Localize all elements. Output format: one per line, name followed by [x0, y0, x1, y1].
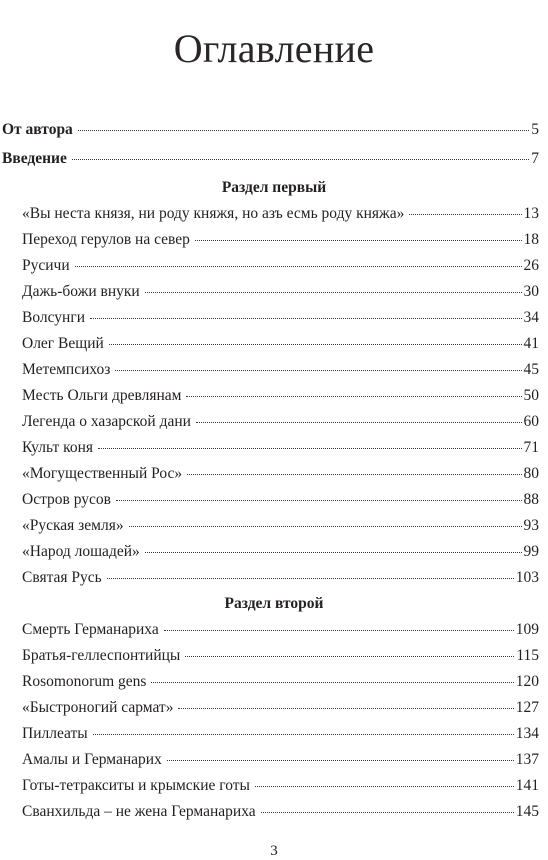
toc-entry-page: 30	[523, 283, 539, 300]
toc-entry-label: «Вы неста князя, ни роду княжя, но азъ есмь роду княжа»	[22, 205, 405, 222]
dot-leader	[409, 214, 521, 215]
toc-entry-label: Русичи	[22, 257, 70, 274]
dot-leader	[164, 630, 514, 631]
dot-leader	[185, 656, 514, 657]
toc-entry-label: «Руская земля»	[22, 517, 124, 534]
toc-entry[interactable]	[22, 620, 539, 640]
toc-entry[interactable]	[22, 464, 539, 484]
toc-entry[interactable]	[22, 568, 539, 588]
toc-entry[interactable]	[22, 438, 539, 458]
toc-entry-ot-avtora[interactable]	[2, 120, 539, 140]
dot-leader	[115, 370, 521, 371]
toc-entry-page: 50	[523, 387, 539, 404]
dot-leader	[261, 812, 514, 813]
toc-entry[interactable]	[22, 256, 539, 276]
toc-entry-page: 80	[523, 465, 539, 482]
toc-entry[interactable]	[22, 386, 539, 406]
dot-leader	[129, 526, 522, 527]
toc-entry-label: Сванхильда – не жена Германариха	[22, 803, 256, 820]
toc-entry-label: Метемпсихоз	[22, 361, 111, 378]
toc-entry-label: От автора	[2, 121, 73, 138]
toc-entry-page: 88	[523, 491, 539, 508]
toc-entry-page: 93	[523, 517, 539, 534]
toc-entry-label: Готы-тетракситы и крымские готы	[22, 777, 250, 794]
toc-entry-label: «Народ лошадей»	[22, 543, 140, 560]
toc-entry-page: 103	[515, 569, 539, 586]
toc-entry[interactable]	[22, 516, 539, 536]
toc-entry-label: Пиллеаты	[22, 725, 88, 742]
toc-entry-label: Rosomonorum gens	[22, 673, 147, 690]
toc-entry-label: Введение	[2, 150, 67, 167]
dot-leader	[78, 130, 529, 131]
toc-entry-page: 34	[523, 309, 539, 326]
toc-entry-page: 145	[515, 803, 539, 820]
toc-entry-page: 45	[523, 361, 539, 378]
toc-entry-label: Месть Ольги древлянам	[22, 387, 182, 404]
page-number: 3	[270, 843, 278, 859]
toc-entry-label: Амалы и Германарих	[22, 751, 162, 768]
dot-leader	[145, 552, 522, 553]
toc-entry-label: «Быстроногий сармат»	[22, 699, 174, 716]
toc-entry-label: Легенда о хазарской дани	[22, 413, 191, 430]
toc-entry[interactable]	[22, 750, 539, 770]
toc-entry-page: 109	[515, 621, 539, 638]
toc-entry-page: 134	[515, 725, 539, 742]
dot-leader	[90, 318, 522, 319]
toc-entry-label: Остров русов	[22, 491, 111, 508]
toc-entry-label: Дажь-божи внуки	[22, 283, 140, 300]
toc-entry[interactable]	[22, 698, 539, 718]
dot-leader	[178, 708, 513, 709]
toc-entry-page: 41	[523, 335, 539, 352]
toc-entry[interactable]	[22, 334, 539, 354]
section-heading-2: Раздел второй	[224, 595, 324, 612]
toc-entry-page: 5	[531, 121, 539, 138]
toc-entry-page: 60	[523, 413, 539, 430]
toc-entry-label: Культ коня	[22, 439, 94, 456]
toc-entry-vvedenie[interactable]	[2, 149, 539, 169]
dot-leader	[93, 734, 514, 735]
page-title: Оглавление	[173, 25, 375, 71]
dot-leader	[187, 474, 521, 475]
toc-entry-page: 115	[516, 647, 539, 664]
toc-entry[interactable]	[22, 204, 539, 224]
toc-entry[interactable]	[22, 230, 539, 250]
toc-entry[interactable]	[22, 412, 539, 432]
dot-leader	[75, 266, 522, 267]
toc-entry-page: 127	[515, 699, 539, 716]
toc-entry[interactable]	[22, 542, 539, 562]
toc-entry[interactable]	[22, 646, 539, 666]
dot-leader	[109, 344, 522, 345]
toc-entry-label: «Могущественный Рос»	[22, 465, 183, 482]
dot-leader	[186, 396, 521, 397]
toc-entry-page: 137	[515, 751, 539, 768]
section-heading-1: Раздел первый	[221, 179, 327, 196]
toc-entry[interactable]	[22, 282, 539, 302]
dot-leader	[145, 292, 522, 293]
toc-entry-page: 99	[523, 543, 539, 560]
toc-entry-page: 120	[515, 673, 539, 690]
dot-leader	[151, 682, 513, 683]
toc-entry-label: Братья-геллеспонтийцы	[22, 647, 181, 664]
dot-leader	[195, 240, 522, 241]
toc-entry[interactable]	[22, 490, 539, 510]
dot-leader	[116, 500, 522, 501]
toc-entry[interactable]	[22, 776, 539, 796]
dot-leader	[98, 448, 521, 449]
toc-entry[interactable]	[22, 672, 539, 692]
dot-leader	[72, 159, 529, 160]
toc-entry-page: 7	[531, 150, 539, 167]
dot-leader	[196, 422, 522, 423]
toc-entry[interactable]	[22, 724, 539, 744]
toc-entry-page: 71	[523, 439, 539, 456]
toc-entry-page: 13	[523, 205, 539, 222]
toc-entry[interactable]	[22, 308, 539, 328]
toc-entry-label: Святая Русь	[22, 569, 102, 586]
dot-leader	[107, 578, 514, 579]
toc-entry-label: Олег Вещий	[22, 335, 104, 352]
toc-entry-label: Волсунги	[22, 309, 85, 326]
toc-entry-page: 141	[515, 777, 539, 794]
toc-entry-page: 26	[523, 257, 539, 274]
toc-entry-label: Переход герулов на север	[22, 231, 190, 248]
toc-entry-page: 18	[523, 231, 539, 248]
dot-leader	[167, 760, 514, 761]
toc-entry[interactable]	[22, 360, 539, 380]
dot-leader	[255, 786, 514, 787]
toc-entry-label: Смерть Германариха	[22, 621, 159, 638]
toc-entry[interactable]	[22, 802, 539, 822]
